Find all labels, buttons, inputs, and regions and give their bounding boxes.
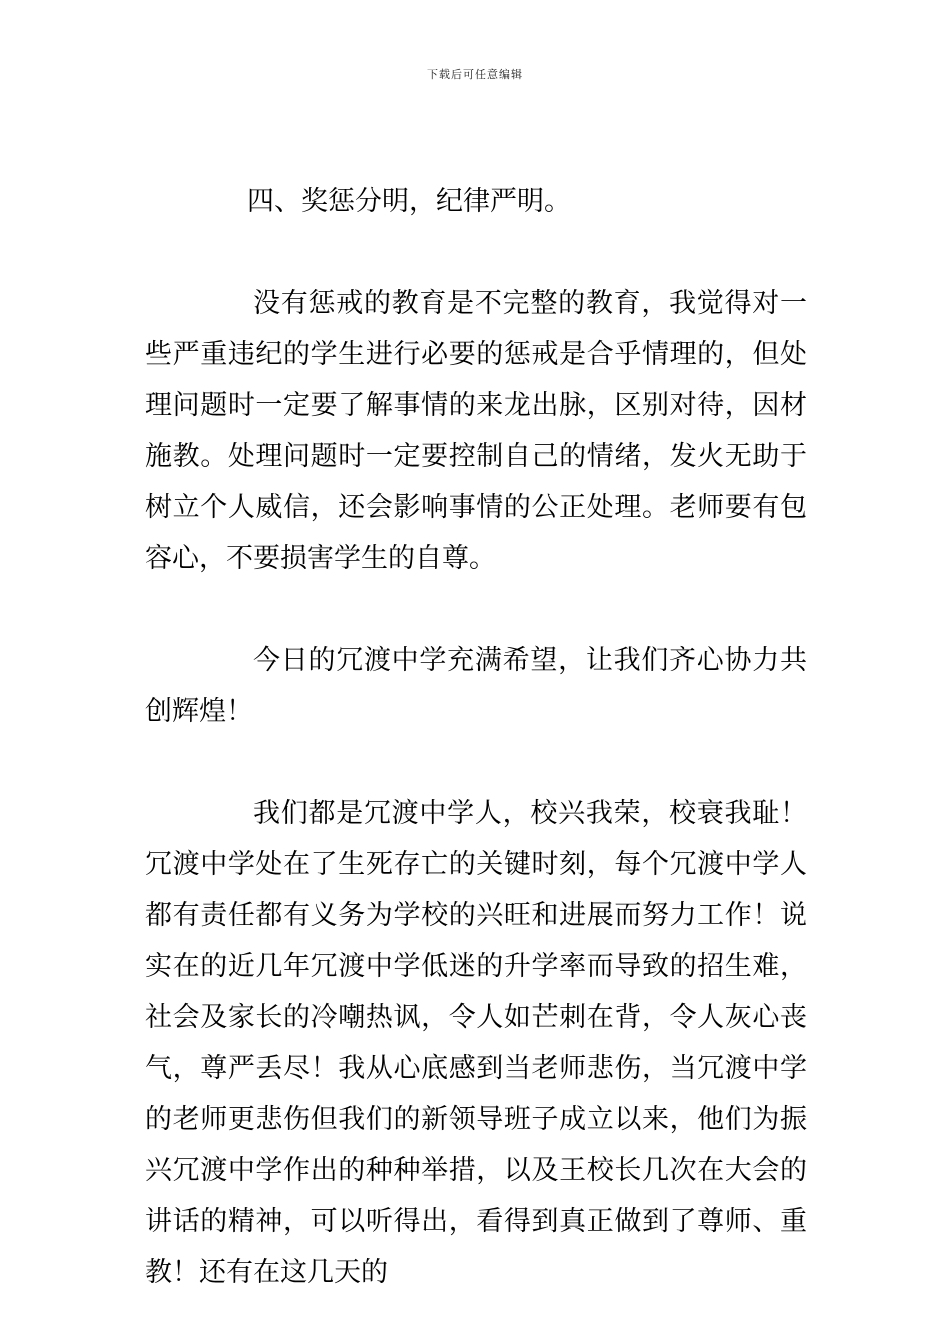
paragraph-school: 我们都是冗渡中学人，校兴我荣，校衰我耻！冗渡中学处在了生死存亡的关键时刻，每个冗渡中学人都有责任都有义务为学校的兴旺和进展而努力工作！说实在的近几年冗渡中学低迷的升学率而导致的招生难，社会及家长的冷嘲热讽，令人如芒刺在背，令人灰心丧气，尊严丢尽！我从心底感到当老师悲伤，当冗渡中学的老师更悲伤但我们的新领导班子成立以来，他们为振兴冗渡中学作出的种种举措，以及王校长几次在大会的讲话的精神，可以听得出，看得到真正做到了尊师、重教！还有在这几天的 bbox=[145, 798, 807, 1288]
paragraph-discipline: 没有惩戒的教育是不完整的教育，我觉得对一些严重违纪的学生进行必要的惩戒是合乎情理的，但处理问题时一定要了解事情的来龙出脉，区别对待，因材施教。处理问题时一定要控制自己的情绪，发火无助于树立个人威信，还会影响事情的公正处理。老师要有包容心，不要损害学生的自尊。 bbox=[145, 288, 807, 574]
page-header-note: 下载后可任意编辑 bbox=[427, 68, 523, 81]
section-heading: 四、奖惩分明，纪律严明。 bbox=[247, 186, 571, 217]
document-body bbox=[145, 176, 807, 1298]
paragraph-hope: 今日的冗渡中学充满希望，让我们齐心协力共创辉煌！ bbox=[145, 645, 807, 727]
